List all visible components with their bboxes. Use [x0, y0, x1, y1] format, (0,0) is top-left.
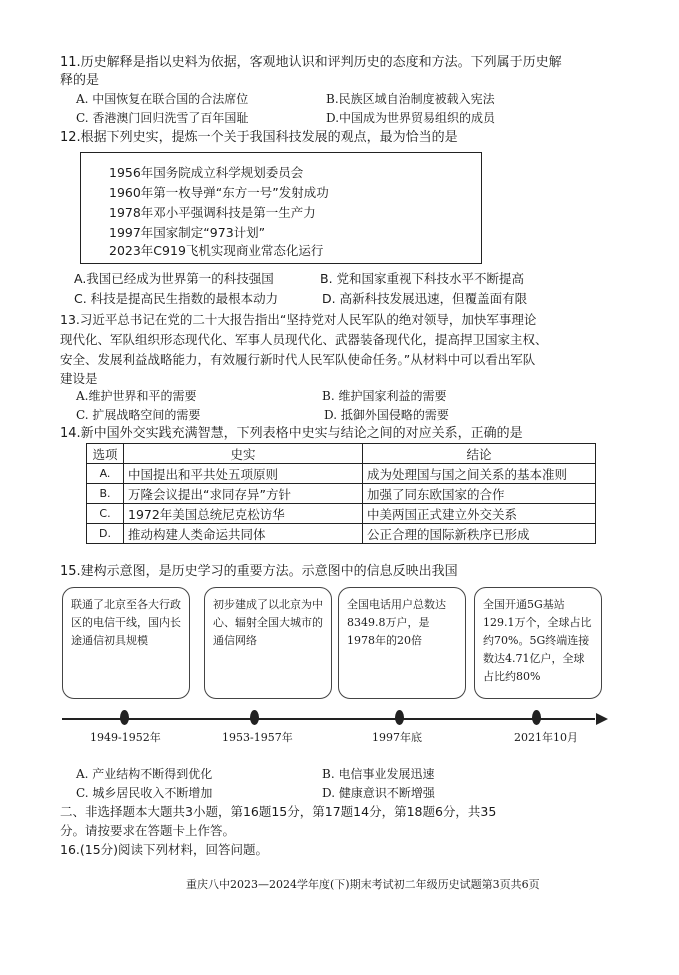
q12-fact: 2023年C919飞机实现商业常态化运行	[109, 243, 324, 258]
q11-option-d: D.中国成为世界贸易组织的成员	[326, 111, 496, 125]
timeline-dot	[532, 710, 541, 725]
q12-fact: 1960年第一枚导弹“东方一号”发射成功	[109, 185, 329, 200]
table-cell: D.	[87, 524, 124, 544]
table-cell: 成为处理国与国之间关系的基本准则	[363, 464, 596, 484]
table-row	[87, 484, 596, 504]
table-cell: B.	[87, 484, 124, 504]
q12-option-a: A.我国已经成为世界第一的科技强国	[74, 271, 274, 286]
q15-option-b: B. 电信事业发展迅速	[322, 767, 435, 781]
q13-line3: 安全、发展利益战略能力，有效履行新时代人民军队使命任务。”从材料中可以看出军队	[60, 352, 536, 367]
q12-option-c: C. 科技是提高民生指数的最根本动力	[74, 291, 279, 306]
table-cell: 中美两国正式建立外交关系	[363, 504, 596, 524]
q16-stem: 16.(15分)阅读下列材料，回答问题。	[60, 842, 269, 857]
q12-stem: 12.根据下列史实，提炼一个关于我国科技发展的观点，最为恰当的是	[60, 130, 458, 145]
q11-stem-line1: 11.历史解释是指以史料为依据，客观地认识和评判历史的态度和方法。下列属于历史解	[60, 55, 562, 70]
table-cell: C.	[87, 504, 124, 524]
table-cell: A.	[87, 464, 124, 484]
timeline-year: 1949-1952年	[90, 731, 161, 744]
table-header-row	[87, 444, 596, 464]
table-cell: 中国提出和平共处五项原则	[124, 464, 363, 484]
page-footer: 重庆八中2023—2024学年度(下)期末考试初二年级历史试题第3页共6页	[186, 878, 540, 891]
q12-option-b: B. 党和国家重视下科技水平不断提高	[320, 271, 525, 286]
q12-facts-box	[80, 152, 482, 264]
timeline-dot	[395, 710, 404, 725]
q13-line1: 13.习近平总书记在党的二十大报告指出“坚持党对人民军队的绝对领导，加快军事理论	[60, 312, 537, 327]
table-cell: 推动构建人类命运共同体	[124, 524, 363, 544]
q13-option-c: C. 扩展战略空间的需要	[76, 408, 201, 422]
q13-line2: 现代化、军队组织形态现代化、军事人员现代化、武器装备现代化，提高捍卫国家主权、	[60, 332, 548, 347]
q11-option-b: B.民族区域自治制度被载入宪法	[326, 92, 495, 106]
timeline-year: 1953-1957年	[222, 731, 293, 744]
q13-option-d: D. 抵御外国侵略的需要	[324, 408, 449, 422]
table-cell: 加强了同东欧国家的合作	[363, 484, 596, 504]
section2-line1: 二、非选择题本大题共3小题，第16题15分，第17题14分，第18题6分，共35	[60, 804, 497, 819]
timeline-card-1: 联通了北京至各大行政区的电信干线，国内长途通信初具规模	[62, 587, 190, 699]
section2-line2: 分。请按要求在答题卡上作答。	[60, 823, 236, 838]
q12-option-d: D. 高新科技发展迅速，但覆盖面有限	[322, 291, 528, 306]
q11-option-a: A. 中国恢复在联合国的合法席位	[76, 92, 249, 106]
table-cell: 万隆会议提出“求同存异”方针	[124, 484, 363, 504]
table-row	[87, 464, 596, 484]
timeline-card-4: 全国开通5G基站129.1万个，全球占比约70%。5G终端连接数达4.71亿户，全球占比约80%	[474, 587, 602, 699]
timeline-year: 1997年底	[372, 731, 422, 744]
q12-fact: 1997年国家制定“973计划”	[109, 225, 266, 240]
q13-line4: 建设是	[60, 371, 98, 386]
q12-fact: 1956年国务院成立科学规划委员会	[109, 165, 304, 180]
timeline-dot	[120, 710, 129, 725]
timeline-card-3: 全国电话用户总数达8349.8万户，是1978年的20倍	[338, 587, 466, 699]
q13-option-a: A.维护世界和平的需要	[76, 389, 197, 403]
q14-table	[86, 443, 596, 544]
q15-stem: 15.建构示意图，是历史学习的重要方法。示意图中的信息反映出我国	[60, 564, 458, 579]
q11-option-c: C. 香港澳门回归洗雪了百年国耻	[76, 111, 249, 125]
table-cell: 1972年美国总统尼克松访华	[124, 504, 363, 524]
table-cell: 公正合理的国际新秩序已形成	[363, 524, 596, 544]
q11-stem-line2: 释的是	[60, 73, 100, 88]
table-header: 史实	[124, 444, 363, 464]
table-header: 结论	[363, 444, 596, 464]
q12-fact: 1978年邓小平强调科技是第一生产力	[109, 205, 316, 220]
q13-option-b: B. 维护国家利益的需要	[322, 389, 447, 403]
q15-option-d: D. 健康意识不断增强	[322, 786, 435, 800]
q14-stem: 14.新中国外交实践充满智慧，下列表格中史实与结论之间的对应关系，正确的是	[60, 426, 523, 441]
table-row	[87, 524, 596, 544]
q15-option-c: C. 城乡居民收入不断增加	[76, 786, 213, 800]
timeline-year: 2021年10月	[514, 731, 578, 744]
table-header: 选项	[87, 444, 124, 464]
q15-option-a: A. 产业结构不断得到优化	[76, 767, 213, 781]
timeline-card-2: 初步建成了以北京为中心、辐射全国大城市的通信网络	[204, 587, 332, 699]
table-row	[87, 504, 596, 524]
timeline-axis	[60, 708, 610, 730]
timeline-dot	[250, 710, 259, 725]
